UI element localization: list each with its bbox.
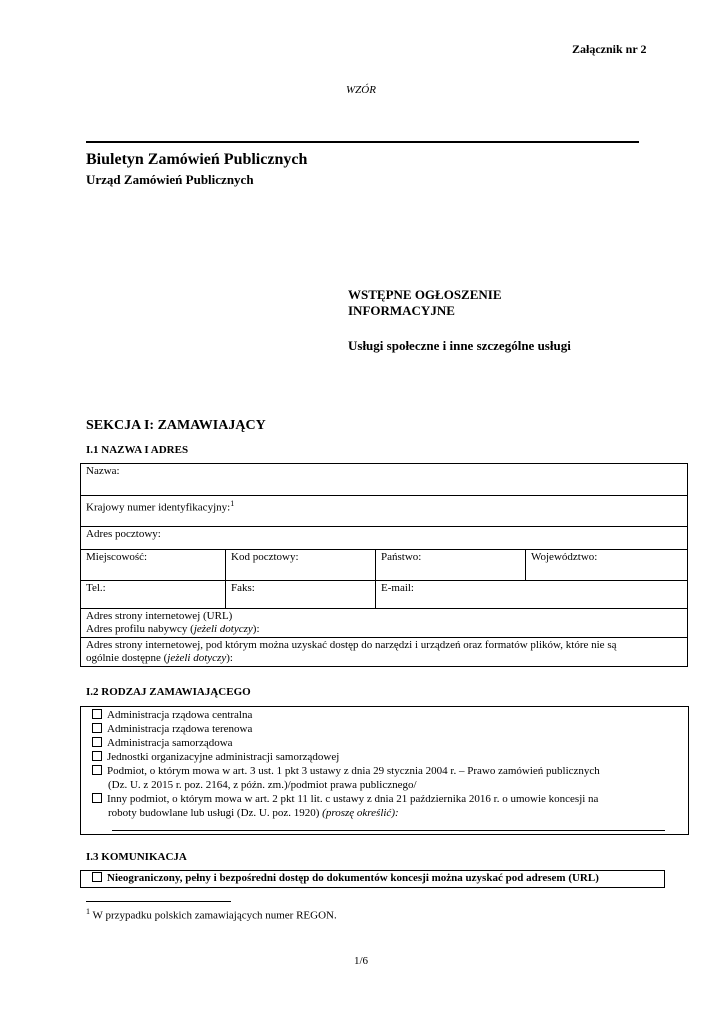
footnote-rule [86, 901, 231, 902]
buyer-type-option-6-cont: roboty budowlane lub usługi (Dz. U. poz. 1920) (proszę określić): [108, 807, 399, 819]
postal-code-field[interactable] [226, 550, 376, 581]
bulletin-subtitle: Urząd Zamówień Publicznych [86, 172, 254, 187]
annex-label: Załącznik nr 2 [572, 42, 647, 56]
buyer-type-option-3[interactable]: Administracja samorządowa [92, 737, 233, 750]
province-field[interactable] [526, 550, 688, 581]
buyer-type-option-4[interactable]: Jednostki organizacyjne administracji samorządowej [92, 751, 339, 764]
footnote [86, 907, 337, 922]
subsection-heading-i1: I.1 NAZWA I ADRES [86, 444, 189, 456]
buyer-profile-label: Adres profilu nabywcy (jeżeli dotyczy): [86, 623, 260, 635]
footnote-marker: 1 [86, 907, 90, 916]
national-id-label: Krajowy numer identyfikacyjny: [86, 501, 231, 514]
province-label: Województwo: [531, 551, 598, 563]
national-id-field[interactable] [81, 496, 688, 527]
checkbox[interactable] [92, 709, 102, 719]
country-label: Państwo: [381, 551, 422, 563]
subsection-heading-i3: I.3 KOMUNIKACJA [86, 851, 187, 863]
phone-label: Tel.: [86, 582, 106, 594]
phone-field[interactable] [81, 581, 226, 609]
buyer-type-option-5-cont: (Dz. U. z 2015 r. poz. 2164, z późn. zm.)/podmiot prawa publicznego/ [108, 779, 417, 791]
checkbox[interactable] [92, 751, 102, 761]
town-field[interactable] [81, 550, 226, 581]
country-field[interactable] [376, 550, 526, 581]
footnote-text: W przypadku polskich zamawiających numer REGON. [90, 909, 337, 922]
name-label: Nazwa: [86, 465, 120, 477]
postal-address-field[interactable] [81, 527, 688, 550]
checkbox[interactable] [92, 737, 102, 747]
template-label: WZÓR [346, 84, 376, 96]
town-label: Miejscowość: [86, 551, 148, 563]
footnote-ref: 1 [230, 499, 235, 508]
notice-title [348, 287, 502, 319]
email-field[interactable] [376, 581, 688, 609]
tools-url-field[interactable] [81, 638, 688, 667]
buyer-type-option-5[interactable]: Podmiot, o którym mowa w art. 3 ust. 1 pkt 3 ustawy z dnia 29 stycznia 2004 r. – Prawo zamówień publicznych [92, 765, 600, 778]
postal-address-label: Adres pocztowy: [86, 528, 161, 540]
communication-option[interactable]: Nieograniczony, pełny i bezpośredni dostęp do dokumentów koncesji można uzyskać pod adresem (URL) [92, 872, 599, 884]
notice-subtitle: Usługi społeczne i inne szczególne usługi [348, 338, 571, 353]
website-label: Adres strony internetowej (URL) [86, 610, 233, 622]
subsection-heading-i2: I.2 RODZAJ ZAMAWIAJĄCEGO [86, 686, 251, 698]
checkbox[interactable] [92, 765, 102, 775]
page-number: 1/6 [354, 955, 369, 967]
header-rule [86, 141, 639, 143]
fax-field[interactable] [226, 581, 376, 609]
email-label: E-mail: [381, 582, 414, 594]
tools-url-label-line1: Adres strony internetowej, pod którym można uzyskać dostęp do narzędzi i urządzeń oraz formatów plików, które nie są [86, 639, 617, 651]
fax-label: Faks: [231, 582, 255, 594]
website-field[interactable] [81, 609, 688, 638]
name-field[interactable] [81, 464, 688, 496]
checkbox[interactable] [92, 872, 102, 882]
section-heading: SEKCJA I: ZAMAWIAJĄCY [86, 418, 266, 433]
buyer-type-option-1[interactable]: Administracja rządowa centralna [92, 709, 252, 722]
buyer-type-option-2[interactable]: Administracja rządowa terenowa [92, 723, 252, 736]
address-form-table [80, 463, 688, 667]
buyer-type-option-6[interactable]: Inny podmiot, o którym mowa w art. 2 pkt 11 lit. c ustawy z dnia 21 października 2016 r. o umowie koncesji na [92, 793, 598, 806]
checkbox[interactable] [92, 723, 102, 733]
notice-title-line1: WSTĘPNE OGŁOSZENIE [348, 287, 502, 302]
tools-url-label-line2: ogólnie dostępne (jeżeli dotyczy): [86, 652, 233, 664]
postal-code-label: Kod pocztowy: [231, 551, 299, 563]
specify-input-line[interactable] [112, 830, 665, 831]
notice-title-line2: INFORMACYJNE [348, 303, 455, 318]
checkbox[interactable] [92, 793, 102, 803]
bulletin-title: Biuletyn Zamówień Publicznych [86, 151, 308, 168]
